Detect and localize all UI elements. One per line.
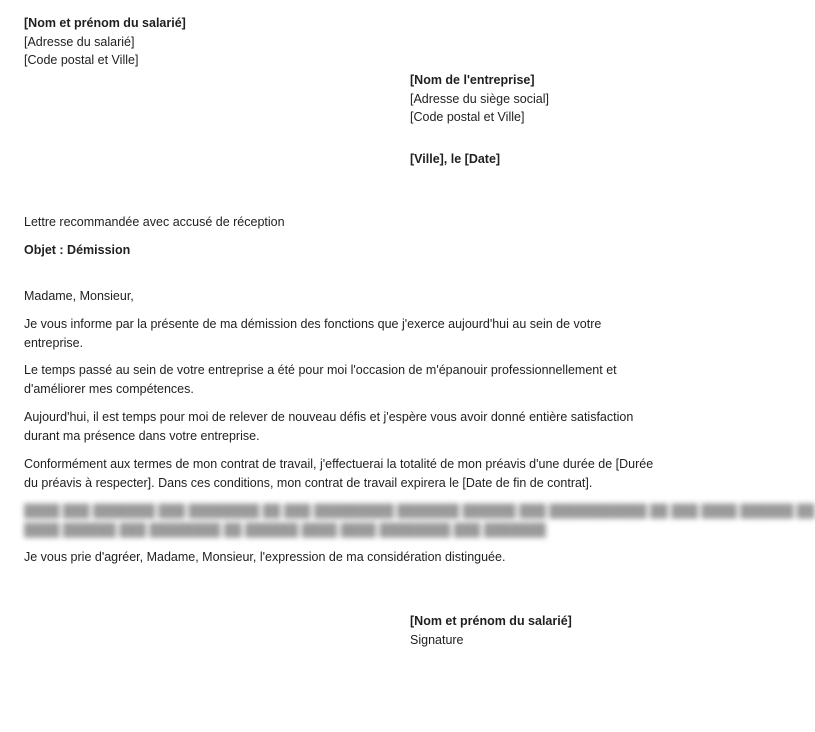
signature-name: [Nom et prénom du salarié] (410, 614, 572, 628)
place-date: [Ville], le [Date] (410, 152, 501, 166)
paragraph-experience (24, 361, 664, 398)
recipient-block (410, 71, 549, 127)
salutation: Madame, Monsieur, (24, 289, 134, 303)
paragraph-notice-period (24, 455, 664, 492)
sender-address: [Adresse du salarié] (24, 34, 135, 49)
paragraph-line: d'améliorer mes compétences. (24, 381, 194, 396)
paragraph-line: Je vous informe par la présente de ma démission des fonctions que j'exerce aujourd'hui au sein de votre (24, 317, 602, 331)
signature-block (410, 612, 572, 649)
recipient-postal-city: [Code postal et Ville] (410, 110, 525, 124)
paragraph-line: durant ma présence dans votre entreprise. (24, 428, 260, 443)
recipient-address: [Adresse du siège social] (410, 91, 549, 106)
paragraph-line: entreprise. (24, 335, 84, 350)
paragraph-line: du préavis à respecter]. Dans ces conditions, mon contrat de travail expirera le [Date de fin de contrat]. (24, 475, 593, 490)
paragraph-new-challenges (24, 408, 664, 445)
paragraph-line: Aujourd'hui, il est temps pour moi de relever de nouveau défis et j'espère vous avoir donné entière satisfaction (24, 410, 634, 424)
paragraph-resignation (24, 315, 664, 352)
closing-formula: Je vous prie d'agréer, Madame, Monsieur, l'expression de ma considération distinguée. (24, 550, 506, 564)
sender-name: [Nom et prénom du salarié] (24, 16, 186, 30)
paragraph-line: Conformément aux termes de mon contrat de travail, j'effectuerai la totalité de mon préavis d'une durée de [Durée (24, 457, 654, 471)
registered-mail-mention: Lettre recommandée avec accusé de réception (24, 215, 285, 229)
sender-postal-city: [Code postal et Ville] (24, 53, 139, 67)
letter-subject: Objet : Démission (24, 243, 131, 257)
paragraph-line: Le temps passé au sein de votre entreprise a été pour moi l'occasion de m'épanouir professionnellement et (24, 363, 617, 377)
recipient-company: [Nom de l'entreprise] (410, 73, 535, 87)
blurred-paragraph: ████ ███ ███████ ███ ████████ ██ ███ █████████ ███████ ██████ ███ ███████████ ██ ███ ████ ██████ ██ ████ ██████ ███ ████████ ██ ██████ ████ ████ ████████ ███ ███████ (24, 504, 815, 537)
signature-label: Signature (410, 632, 464, 647)
sender-block (24, 14, 186, 70)
